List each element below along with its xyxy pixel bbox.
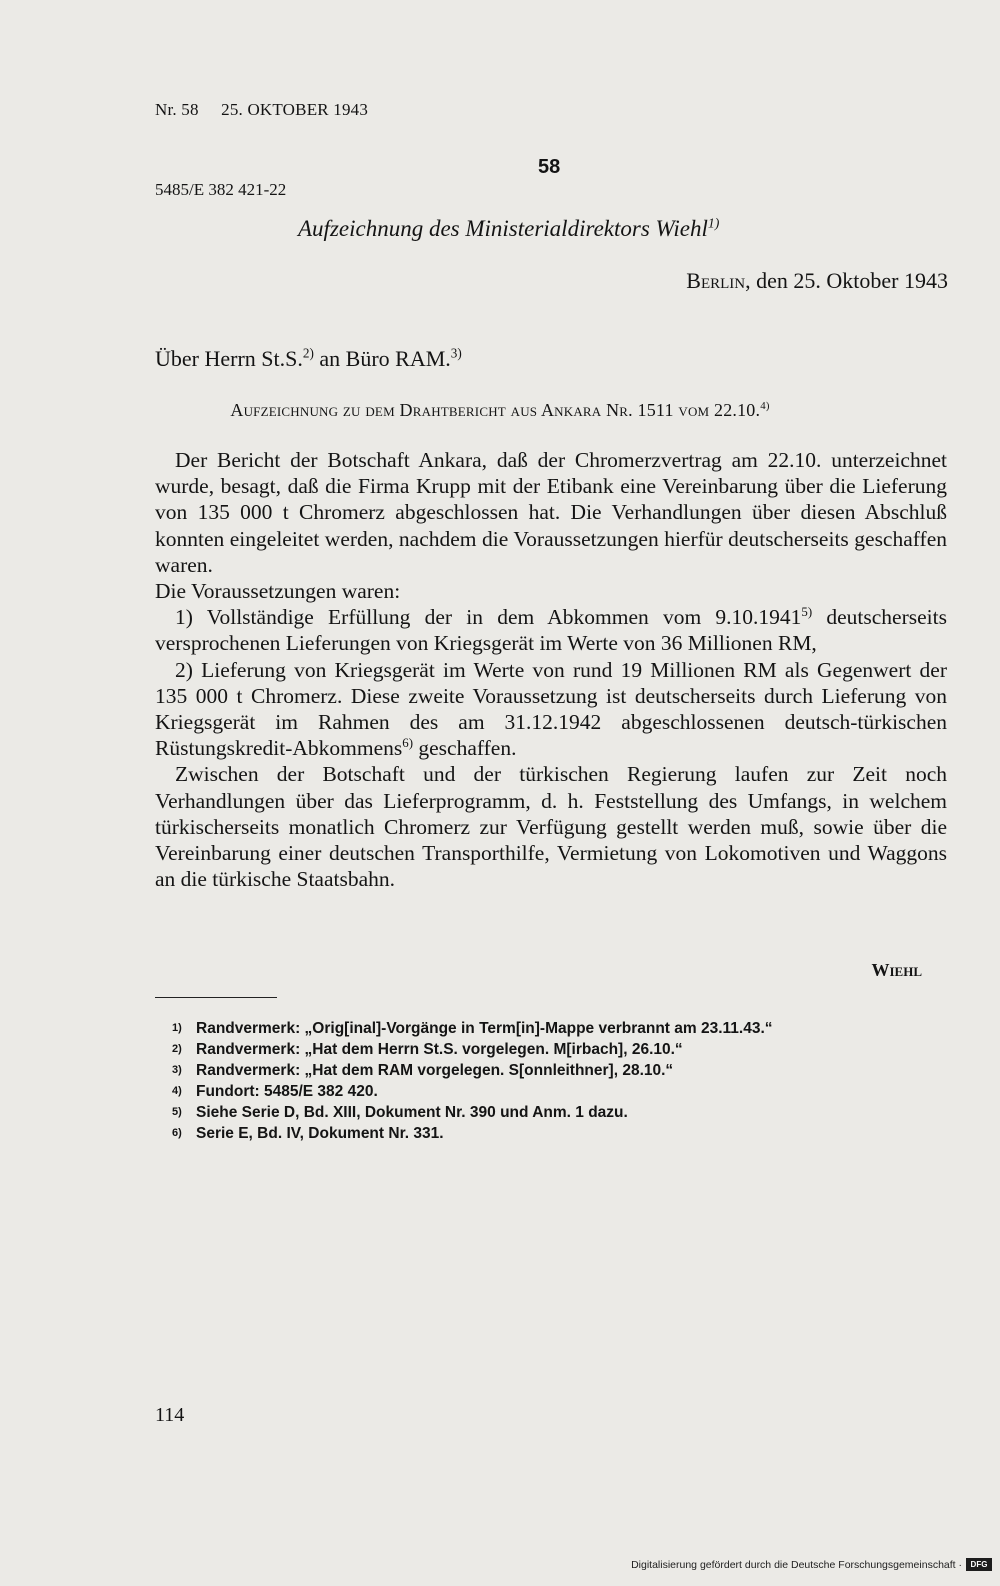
routing-marker-2: 2): [302, 345, 314, 361]
routing-marker-3: 3): [450, 345, 462, 361]
routing-line: [155, 346, 462, 372]
dfg-logo-icon: DFG: [966, 1558, 992, 1571]
routing-text-2: an Büro RAM.: [313, 346, 451, 371]
footnote-marker: 1): [172, 1022, 182, 1034]
footnote-text: Randvermerk: „Orig[inal]-Vorgänge in Term[in]-Mappe verbrannt am 23.11.43.“: [196, 1020, 773, 1037]
footnote-text: Fundort: 5485/E 382 420.: [196, 1083, 378, 1100]
routing-text-1: Über Herrn St.S.: [155, 346, 303, 371]
footnote-marker: 5): [172, 1106, 182, 1118]
signature: Wiehl: [871, 960, 922, 980]
place-name: Berlin: [686, 268, 746, 293]
footnote-text: Randvermerk: „Hat dem RAM vorgelegen. S[onnleithner], 28.10.“: [196, 1062, 674, 1079]
heading-footnote-marker: 1): [707, 215, 720, 231]
footnote: [172, 1102, 773, 1123]
body-paragraph: Die Voraussetzungen waren:: [155, 579, 401, 604]
footnote: [172, 1081, 773, 1102]
item1-text-a: 1) Vollständige Erfüllung der in dem Abkommen vom 9.10.1941: [175, 605, 802, 630]
footnotes: [172, 1018, 773, 1144]
footnote-text: Serie E, Bd. IV, Dokument Nr. 331.: [196, 1125, 444, 1142]
header-doc-number: Nr. 58: [155, 100, 199, 119]
document-number: 58: [538, 156, 561, 178]
subject-text: Aufzeichnung zu dem Drahtbericht aus Ankara Nr. 1511 vom 22.10.: [230, 400, 761, 420]
dateline: , den 25. Oktober 1943: [745, 268, 948, 293]
footnote: [172, 1039, 773, 1060]
body-paragraph: Zwischen der Botschaft und der türkischen Regierung laufen zur Zeit noch Verhandlungen über das Lieferprogramm, d. h. Feststellung des Umfangs, in welchem türkischerseits monatlich Chromerz zur Verfügung gestellt werden muß, sowie über die Vereinbarung einer deutschen Transporthilfe, Vermietung von Lokomotiven und Waggons an die türkische Staatsbahn.: [155, 762, 947, 892]
digitization-credit: [631, 1558, 992, 1571]
footnote: [172, 1123, 773, 1144]
item2-text-a: 2) Lieferung von Kriegsgerät im Werte von rund 19 Millionen RM als Gegenwert der 135 000 t Chromerz. Diese zweite Voraussetzung ist deutscherseits durch Lieferung von Kriegsgerät im Rahmen des am 31.12.1942 abgeschlossenen deutsch-türkischen Rüstungskredit-Abkommens: [155, 657, 947, 761]
heading-text: Aufzeichnung des Ministerialdirektors Wiehl: [298, 216, 708, 241]
place-date: [686, 268, 948, 294]
credit-text: Digitalisierung gefördert durch die Deutsche Forschungsgemeinschaft ·: [631, 1558, 962, 1571]
footnote-marker: 2): [172, 1043, 182, 1055]
item2-text-b: geschaffen.: [413, 736, 517, 761]
item2-footnote-marker: 6): [402, 736, 413, 751]
header-date: 25. OKTOBER 1943: [221, 100, 369, 119]
body-list-item: [155, 657, 947, 762]
document-heading: [298, 216, 719, 242]
item1-text-b: deutscherseits versprochenen Lieferungen von Kriegsgerät im Werte von 36 Millionen RM,: [155, 605, 947, 656]
body-paragraph: Der Bericht der Botschaft Ankara, daß der Chromerzvertrag am 22.10. unterzeichnet wurde, besagt, daß die Firma Krupp mit der Etibank eine Vereinbarung über die Lieferung von 135 000 t Chromerz abgeschlossen hat. Die Verhandlungen über diesen Abschluß konnten eingeleitet werden, nachdem die Voraussetzungen hierfür deutscherseits geschaffen waren.: [155, 448, 947, 577]
subject-line: [0, 400, 1000, 421]
footnote-marker: 3): [172, 1064, 182, 1076]
footnote-marker: 4): [172, 1085, 182, 1097]
footnote-divider: [155, 997, 277, 998]
document-body: [155, 447, 947, 892]
running-header: [155, 100, 368, 120]
footnote-text: Siehe Serie D, Bd. XIII, Dokument Nr. 390 und Anm. 1 dazu.: [196, 1104, 628, 1121]
footnote-text: Randvermerk: „Hat dem Herrn St.S. vorgelegen. M[irbach], 26.10.“: [196, 1041, 683, 1058]
footnote: [172, 1018, 773, 1039]
footnote-marker: 6): [172, 1127, 182, 1139]
body-list-item: [155, 604, 947, 656]
footnote: [172, 1060, 773, 1081]
subject-footnote-marker: 4): [760, 400, 770, 412]
archive-reference: 5485/E 382 421-22: [155, 180, 287, 199]
page-number: 114: [155, 1404, 185, 1426]
item1-footnote-marker: 5): [801, 605, 813, 620]
